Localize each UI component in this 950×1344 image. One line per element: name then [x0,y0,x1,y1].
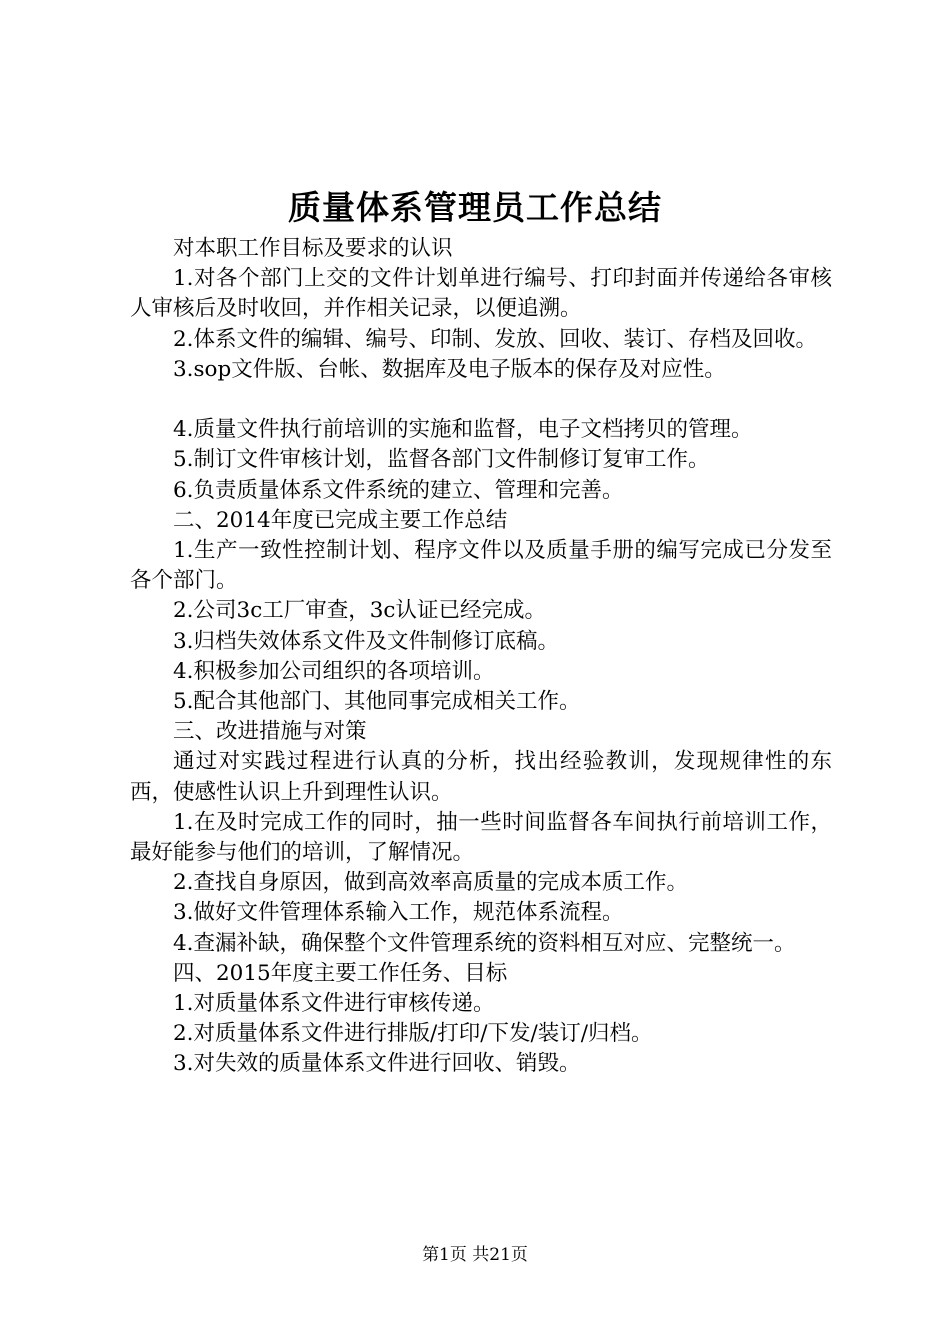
page-footer: 第1页 共21页 [422,1245,528,1265]
paragraph: 对本职工作目标及要求的认识 [173,236,453,261]
section-heading: 四、2015年度主要工作任务、目标 [173,960,508,986]
paragraph: 2.查找自身原因，做到高效率高质量的完成本质工作。 [173,870,689,896]
paragraph: 3.对失效的质量体系文件进行回收、销毁。 [173,1051,581,1077]
paragraph: 6.负责质量体系文件系统的建立、管理和完善。 [173,477,624,503]
paragraph: 2.对质量体系文件进行排版/打印/下发/装订/归档。 [173,1021,653,1047]
paragraph: 3.归档失效体系文件及文件制修订底稿。 [173,628,560,654]
paragraph: 3.sop文件版、台帐、数据库及电子版本的保存及对应性。 [173,356,726,382]
paragraph: 5.配合其他部门、其他同事完成相关工作。 [173,689,581,715]
section-heading: 二、2014年度已完成主要工作总结 [173,507,508,533]
paragraph: 2.体系文件的编辑、编号、印制、发放、回收、装订、存档及回收。 [173,326,818,352]
paragraph: 5.制订文件审核计划，监督各部门文件制修订复审工作。 [173,447,710,473]
paragraph: 3.做好文件管理体系输入工作，规范体系流程。 [173,900,624,926]
paragraph: 1.对质量体系文件进行审核传递。 [173,991,495,1017]
paragraph: 1.在及时完成工作的同时，抽一些时间监督各车间执行前培训工作，最好能参与他们的培训，了解情况。 [130,809,832,866]
paragraph: 通过对实践过程进行认真的分析，找出经验教训，发现规律性的东西，使感性认识上升到理性认识。 [130,749,832,805]
paragraph: 4.积极参加公司组织的各项培训。 [173,658,495,684]
paragraph: 2.公司3c工厂审查，3c认证已经完成。 [173,598,546,624]
document-body [130,234,832,1080]
section-heading: 三、改进措施与对策 [173,719,367,745]
paragraph: 4.质量文件执行前培训的实施和监督，电子文档拷贝的管理。 [173,417,753,443]
paragraph: 1.生产一致性控制计划、程序文件以及质量手册的编写完成已分发至各个部门。 [130,538,832,594]
paragraph: 1.对各个部门上交的文件计划单进行编号、打印封面并传递给各审核人审核后及时收回，并作相关记录，以便追溯。 [130,266,832,322]
paragraph: 4.查漏补缺，确保整个文件管理系统的资料相互对应、完整统一。 [173,930,796,956]
document-title: 质量体系管理员工作总结 [288,188,662,227]
